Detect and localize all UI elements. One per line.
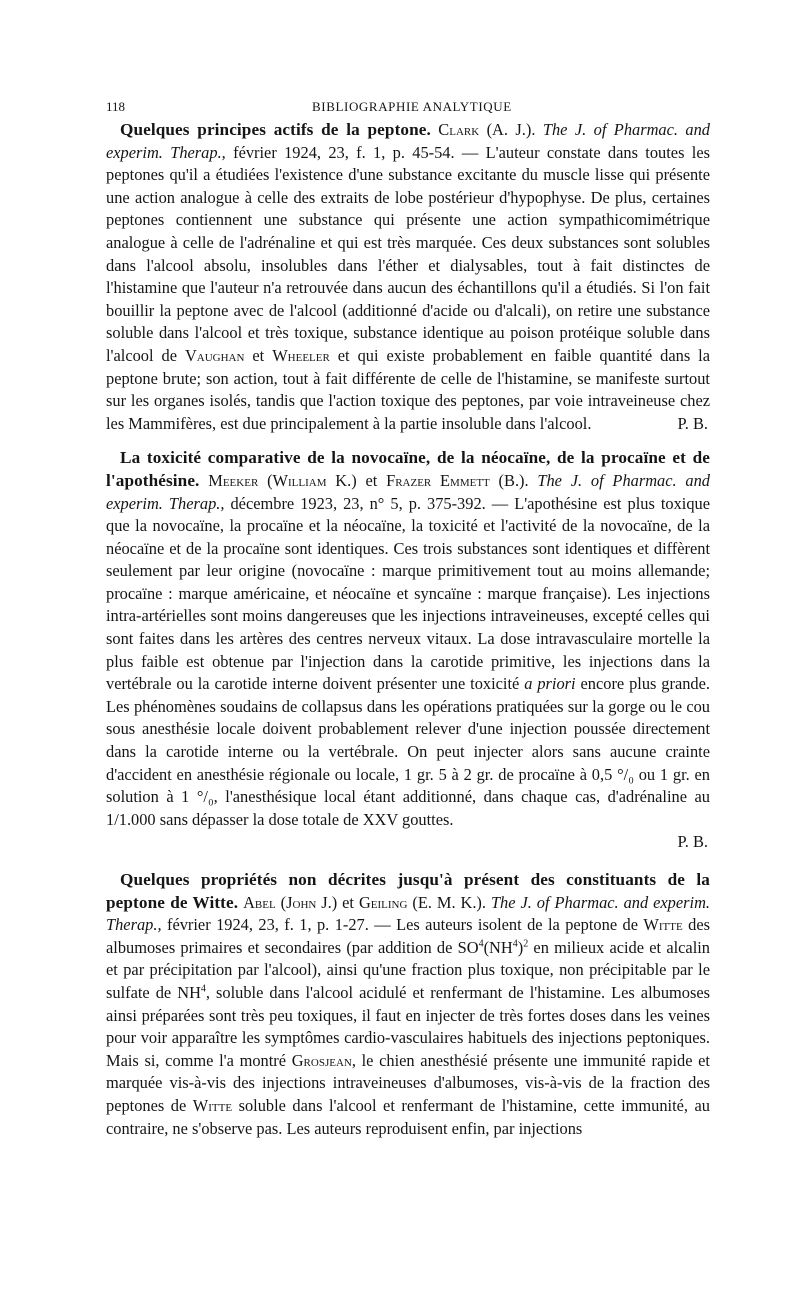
citation: décembre 1923, 23, n° 5, p. 375-392. — [224, 493, 515, 513]
author-text: (E. M. K.). [407, 892, 491, 912]
author-text: ( [258, 470, 273, 490]
body-text: L'apothésine est plus toxique que la novocaïne, la procaïne et la néocaïne, la toxicité et l'activité de la novocaïne, de la néocaïne et de la procaïne sont identiques. Ces trois substances sont identiques et diffèrent seulement par leur origine (novocaïne : marque primitivement tout au moins allemande; procaïne : marque américaine, et néocaïne et syncaïne : marque française). Les injections intra-artérielles sont moins dangereuses que les injections intraveineuses, excepté celles qui sont faites dans les artères des centres nerveux vitaux. La dose intravasculaire mortelle la plus faible est obtenue par l'injection dans la carotide primitive, les injections dans la vertébrale ou la carotide interne doivent présenter une toxicité [106, 493, 711, 694]
body-text: (NH [483, 937, 513, 957]
body-text: en milieux acide et alcalin et par précipitation par l'alcool), ainsi qu'une fraction plus toxique, non précipitable par le sulfate de NH [106, 937, 711, 1002]
superscript: 4 [200, 983, 206, 995]
document-page [106, 96, 710, 1140]
cited-name: Witte [643, 915, 683, 935]
author-name: Geiling [358, 892, 408, 912]
abstract-title: Quelques propriétés non décrites jusqu'à présent des constituants de la peptone de Witte. [106, 870, 710, 912]
body-text: et [244, 345, 273, 365]
citation: février 1924, 23, f. 1, p. 45-54. — [225, 142, 486, 162]
superscript: 4 [512, 938, 518, 950]
body-text: ) [517, 937, 524, 957]
page-number: 118 [106, 99, 126, 114]
abstract-title: Quelques principes actifs de la peptone. [120, 120, 431, 139]
author-text: J.) et [316, 892, 359, 912]
body-text: des albumoses primaires et secondaires (par addition de SO [106, 915, 710, 957]
body-text: , le chien anesthésié présente une immunité rapide et marquée vis-à-vis des injections intraveineuses d'albumoses, vis-à-vis de la fraction des peptones de [106, 1050, 710, 1115]
journal-name: The J. of Pharmac. and experim. Therap., [106, 120, 710, 162]
author-name: Frazer Emmett [386, 470, 490, 490]
cited-name: Witte [192, 1095, 233, 1115]
abstract-paragraph [106, 869, 710, 1140]
author-text: (B.). [489, 470, 538, 490]
cited-name: Wheeler [272, 345, 330, 365]
body-text: et qui existe probablement en faible quantité dans la peptone brute; son action, tout à fait différente de celle de l'histamine, se manifeste surtout sur les organes isolés, tandis que l'action toxique des peptones, par voie intraveineuse chez les Mammifères, est due principalement à la partie insoluble dans l'alcool. [106, 345, 710, 433]
body-text: soluble dans l'alcool et renfermant de l'histamine, cette immunité, au contraire, ne s'observe pas. Les auteurs reproduisent enfin, par injections [106, 1095, 710, 1138]
author-name: Meeker [208, 470, 259, 490]
cited-name: Grosjean [291, 1050, 352, 1070]
running-title: BIBLIOGRAPHIE ANALYTIQUE [312, 99, 512, 114]
abstract-entry-1: Quelques principes actifs de la peptone. Clark (A. J.). The J. of Pharmac. and experim. Therap., février 1924, 23, f. 1, p. 45-54. — L'auteur constate dans toutes les peptones qu'il a étudiées l'existence d'une substance excitante du muscle lisse qui présente une action analogue à celle des extraits de lobe postérieur d'hypophyse. De plus, certaines peptones contiennent une substance qui présente une action sympathicomimétrique analogue à celle de l'adrénaline et qui est très marquée. Ces deux substances sont solubles dans l'alcool absolu, insolubles dans l'éther et dialysables, tout à fait distinctes de l'histamine que l'auteur n'a retrouvée dans aucun des échantillons qu'il a étudiés. Si l'on fait bouillir la peptone avec de l'alcool (additionné d'acide ou d'alcali), on retire une substance soluble dans l'alcool et très toxique, substance identique au poison protéique soluble dans l'alcool de Vaughan et Wheeler et qui existe probablement en faible quantité dans la peptone brute; son action, tout à fait différente de celle de l'histamine, se manifeste surtout sur les organes isolés, tandis que l'action toxique des peptones, par voie intraveineuse chez les Mammifères, est due principalement à la partie insoluble dans l'alcool. P. B. [106, 119, 710, 435]
citation: février 1924, 23, f. 1, p. 1-27. — [161, 915, 397, 935]
author-initials: (A. J.). [479, 120, 543, 139]
superscript: 4 [478, 938, 484, 950]
body-text: , soluble dans l'alcool acidulé et renfermant de l'histamine. Les albumoses ainsi préparées sont très peu toxiques, il faut en injecter de très fortes doses dans les veines pour voir apparaître les symptômes cardio-vasculaires habituels des injections peptoniques. Mais si, comme l'a montré [106, 982, 711, 1070]
journal-name: The J. of Pharmac. and experim. Therap., [106, 470, 710, 513]
author-first-name: William [272, 470, 327, 490]
abstract-paragraph [106, 119, 710, 435]
body-text: L'auteur constate dans toutes les peptones qu'il a étudiées l'existence d'une substance excitante du muscle lisse qui présente une action analogue à celle des extraits de lobe postérieur d'hypophyse. De plus, certaines peptones contiennent une substance qui présente une action sympathicomimétrique analogue à celle de l'adrénaline et qui est très marquée. Ces deux substances sont solubles dans l'alcool absolu, insolubles dans l'éther et dialysables, tout à fait distinctes de l'histamine que l'auteur n'a retrouvée dans aucun des échantillons qu'il a étudiés. Si l'on fait bouillir la peptone avec de l'alcool (additionné d'acide ou d'alcali), on retire une substance soluble dans l'alcool et très toxique, substance identique au poison protéique soluble dans l'alcool de [106, 142, 710, 365]
author-name: Abel [243, 892, 276, 912]
body-text: encore plus grande. Les phénomènes soudains de collapsus dans les opérations pratiquées sur la gorge ou le cou sous anesthésie locale doivent probablement relever d'une injection poussée directement dans la carotide interne ou la vertébrale. On peut injecter alors sans aucune crainte d'accident en anesthésie régionale ou locale, 1 gr. 5 à 2 gr. de procaïne à 0,5 °/₀ ou 1 gr. en solution à 1 °/₀, l'anesthésique local étant additionné, dans chaque cas, d'adrénaline au 1/1.000 sans dépasser la dose totale de XXV gouttes. [106, 674, 710, 829]
author-text: ( [275, 892, 287, 912]
journal-name: The J. of Pharmac. and experim. Therap., [106, 892, 711, 935]
signature: P. B. [677, 832, 708, 852]
author-text: K.) et [326, 470, 387, 490]
cited-name: Vaughan [184, 345, 245, 365]
author-first-name: John [286, 892, 317, 912]
abstract-title: La toxicité comparative de la novocaïne, de la néocaïne, de la procaïne et de l'apothésine. [106, 448, 710, 490]
italic-phrase: a priori [524, 674, 576, 694]
abstract-entry-2 [106, 447, 710, 854]
author-name: Clark [438, 120, 480, 139]
superscript: 2 [523, 938, 529, 950]
body-text: Les auteurs isolent de la peptone de [396, 915, 644, 935]
abstract-entry-3 [106, 869, 710, 1140]
abstract-paragraph [106, 447, 710, 831]
page-header [106, 96, 710, 118]
